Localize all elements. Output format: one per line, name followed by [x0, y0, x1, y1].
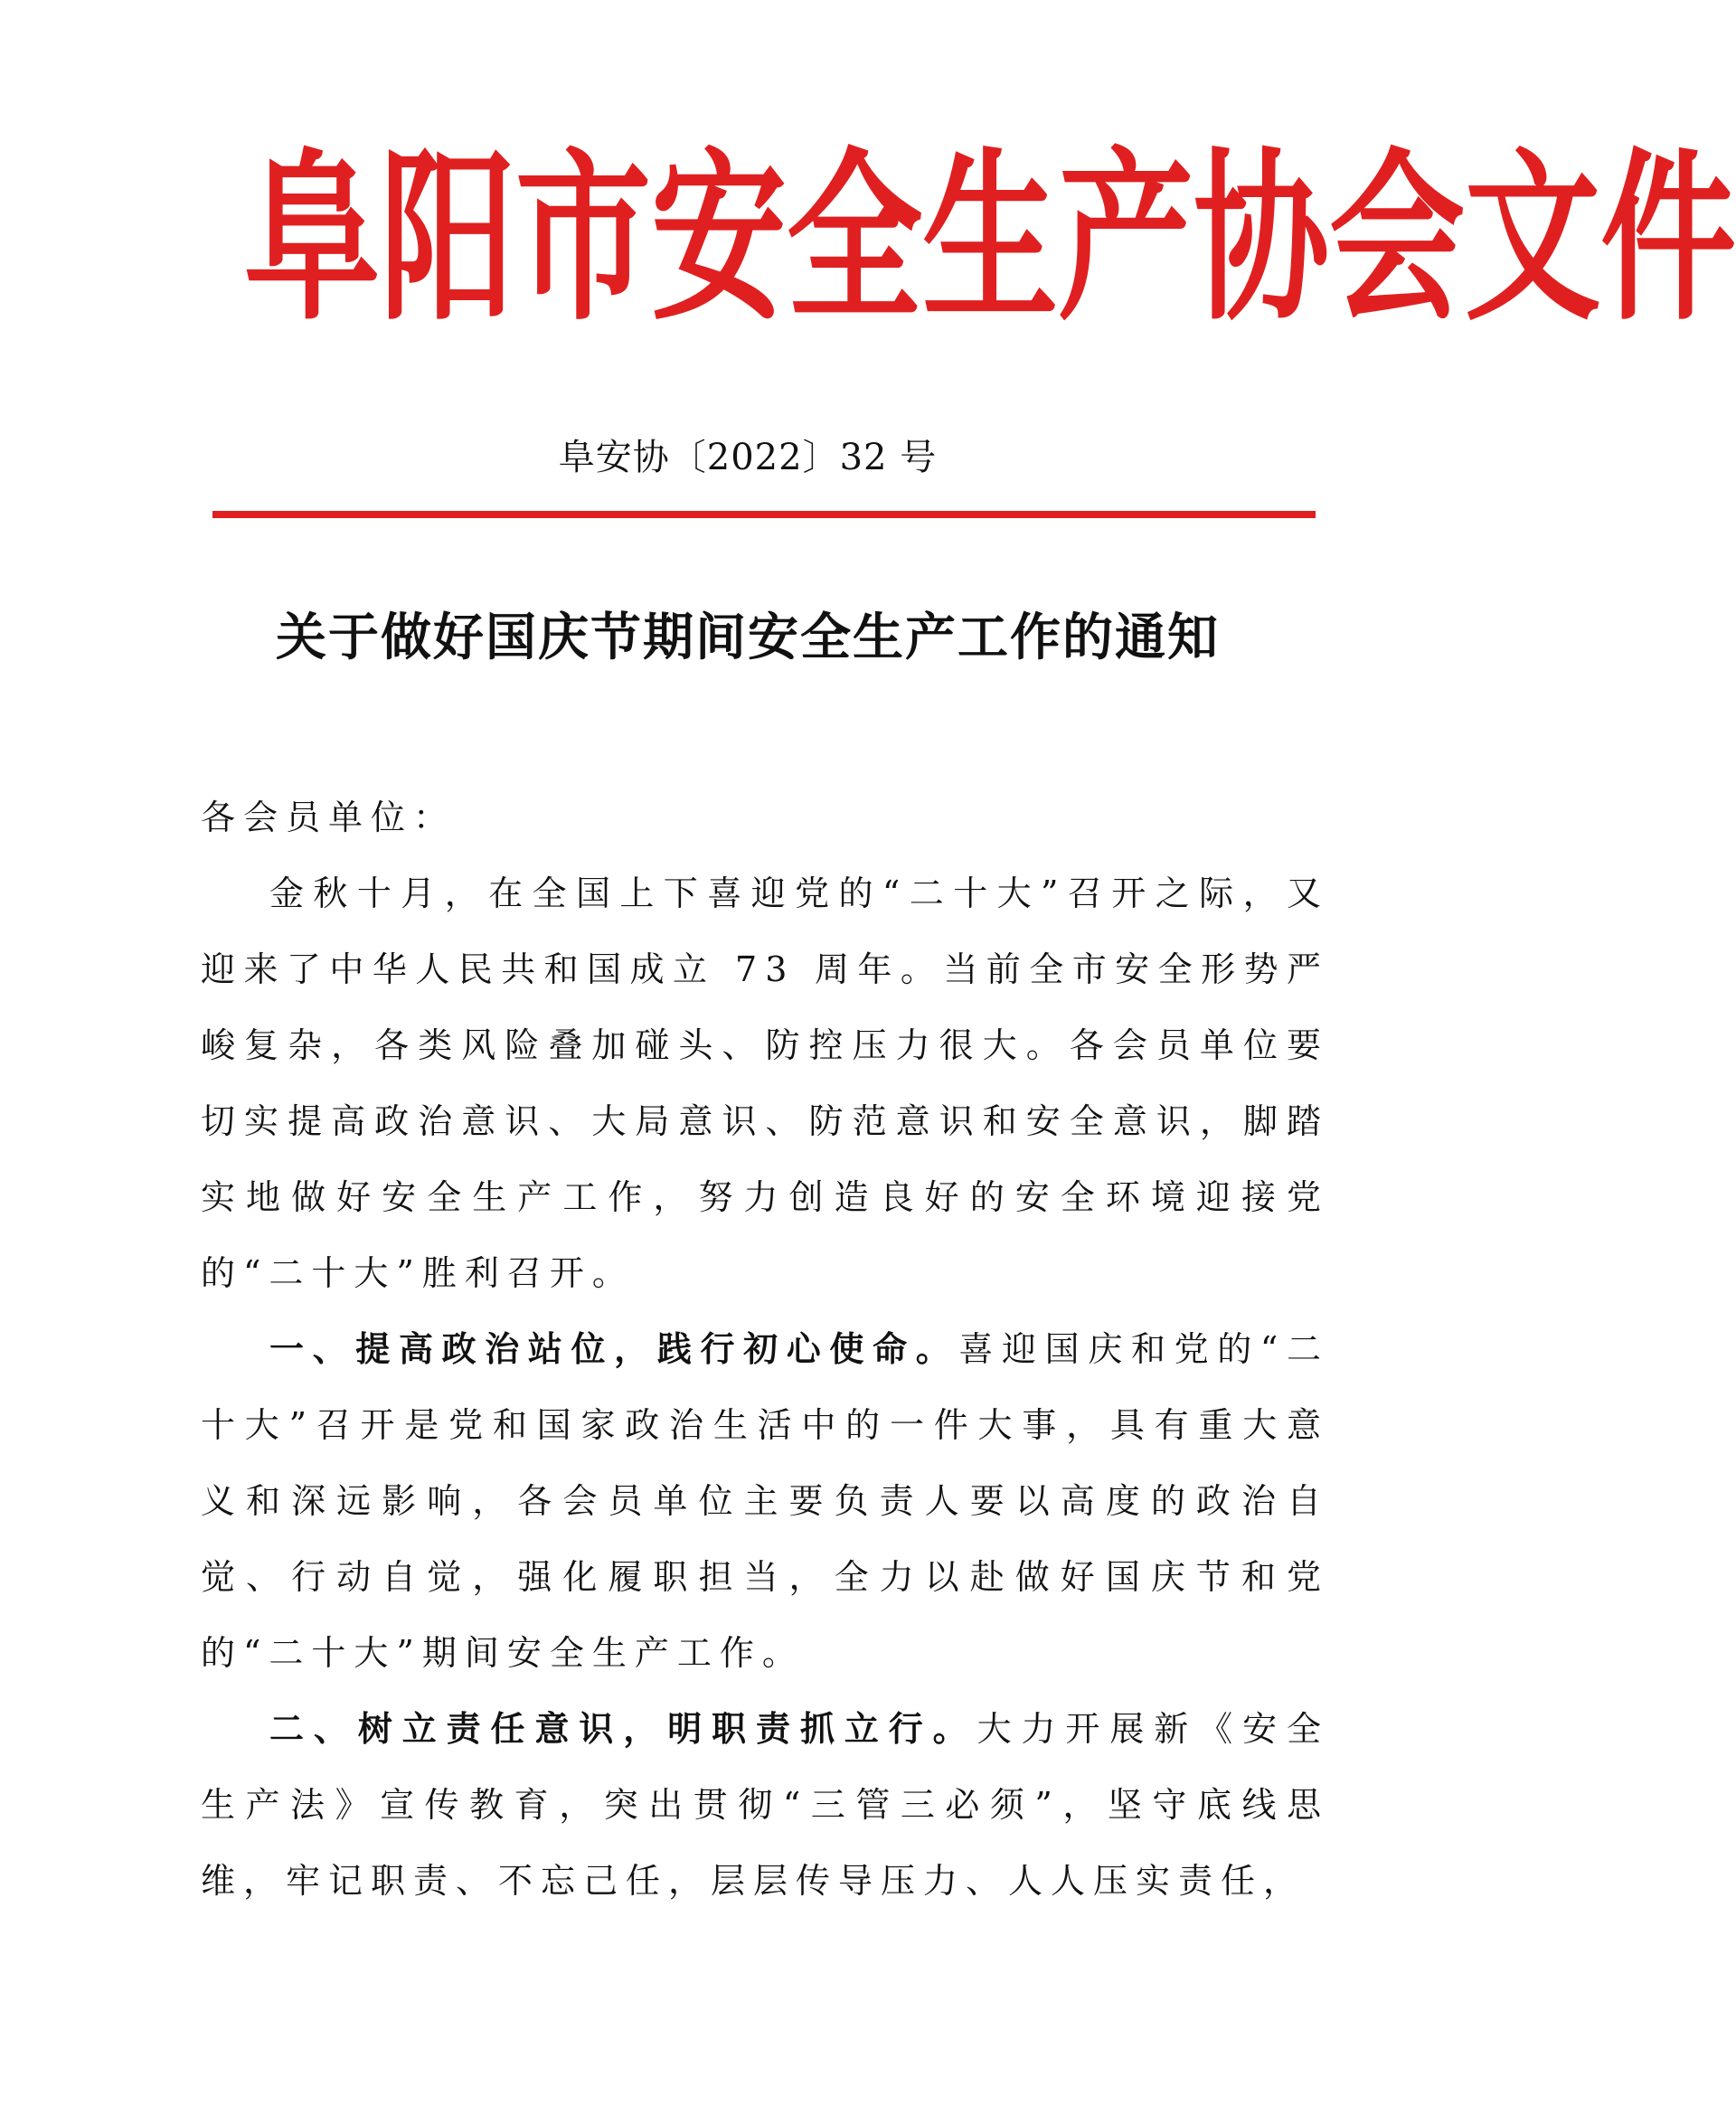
- intro-paragraph: 金秋十月，在全国上下喜迎党的“二十大”召开之际，又迎来了中华人民共和国成立 73 周年。当前全市安全形势严峻复杂，各类风险叠加碰头、防控压力很大。各会员单位要切实提高政治意识、大局意识、防范意识和安全意识，脚踏实地做好安全生产工作，努力创造良好的安全环境迎接党的“二十大”胜利召开。: [201, 873, 1329, 1293]
- document-number: 阜安协〔2022〕32 号: [558, 437, 938, 478]
- org-title-char: 文: [1465, 133, 1601, 346]
- section-1-paragraph: [201, 1311, 1329, 1691]
- org-title-char: 全: [787, 133, 923, 346]
- org-title-char: 协: [1194, 133, 1330, 346]
- section-1-heading: 一、提高政治站位，践行初心使命。: [269, 1329, 959, 1369]
- org-title-char: 安: [651, 133, 788, 346]
- org-title-char: 生: [922, 133, 1059, 346]
- section-1-text: 喜迎国庆和党的“二十大”召开是党和国家政治生活中的一件大事，具有重大意义和深远影响，各会员单位主要负责人要以高度的政治自觉、行动自觉，强化履职担当，全力以赴做好国庆节和党的“二十大”期间安全生产工作。: [201, 1329, 1329, 1673]
- org-title-char: 会: [1329, 133, 1466, 346]
- org-title-char: 阜: [244, 133, 381, 346]
- org-title-char: 产: [1058, 133, 1194, 346]
- notice-title: 关于做好国庆节期间安全生产工作的通知: [276, 609, 1220, 667]
- section-2-paragraph: [201, 1691, 1329, 1919]
- section-2-heading: 二、树立责任意识，明职责抓立行。: [269, 1709, 977, 1749]
- salutation: 各会员单位：: [201, 798, 457, 837]
- document-body: [201, 779, 1329, 1919]
- org-document-header: [244, 99, 1736, 381]
- org-title-char: 阳: [380, 133, 516, 346]
- org-title-char: 件: [1600, 133, 1736, 346]
- org-title-char: 市: [515, 133, 652, 346]
- header-divider: [212, 511, 1316, 518]
- section-2-text: 大力开展新《安全生产法》宣传教育，突出贯彻“三管三必须”，坚守底线思维，牢记职责、不忘己任，层层传导压力、人人压实责任，: [201, 1709, 1329, 1901]
